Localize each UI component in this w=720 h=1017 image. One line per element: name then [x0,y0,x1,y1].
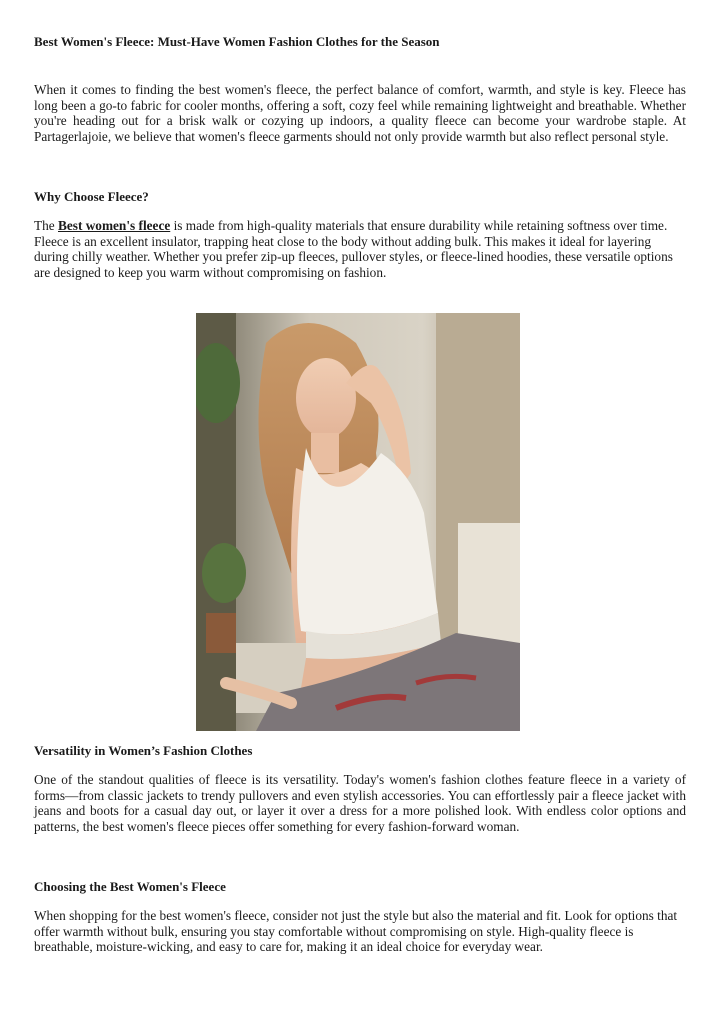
choosing-paragraph: When shopping for the best women's fleece, consider not just the style but also the material and fit. Look for options that offer warmth without bulk, ensuring you stay comfortable without compromising on style. High-quality fleece is breathable, moisture-wicking, and easy to care for, making it an ideal choice for everyday wear. [34,908,678,955]
versatility-heading: Versatility in Women’s Fashion Clothes [34,743,253,758]
best-womens-fleece-link[interactable]: Best women's fleece [58,218,171,233]
why-choose-paragraph [34,218,686,280]
versatility-paragraph: One of the standout qualities of fleece is its versatility. Today's women's fashion clothes feature fleece in a variety of forms—from classic jackets to trendy pullovers and even stylish accessories. You can effortlessly pair a fleece jacket with jeans and boots for a casual day out, or layer it over a dress for a more polished look. With endless color options and patterns, the best women's fleece pieces offer something for every fashion-forward woman. [34,772,686,834]
choosing-heading: Choosing the Best Women's Fleece [34,879,226,894]
intro-paragraph: When it comes to finding the best women's fleece, the perfect balance of comfort, warmth, and style is key. Fleece has long been a go-to fabric for cooler months, offering a soft, cozy feel while remaining lightweight and breathable. Whether you're heading out for a brisk walk or cozying up indoors, a quality fleece can become your wardrobe staple. At Partagerlajoie, we believe that women's fleece garments should not only provide warmth but also reflect personal style. [34,82,686,144]
model-photo [196,313,520,731]
why-choose-heading: Why Choose Fleece? [34,189,149,204]
page-title: Best Women's Fleece: Must-Have Women Fashion Clothes for the Season [34,34,440,49]
why-body-text: is made from high-quality materials that ensure durability while retaining softness over time. Fleece is an excellent insulator, trapping heat close to the body without adding bulk. This makes it ideal for layering during chilly weather. Whether you prefer zip-up fleeces, pullover styles, or fleece-lined hoodies, these versatile options are designed to keep you warm without compromising on fashion. [34,218,673,280]
why-lead-text: The [34,218,58,233]
